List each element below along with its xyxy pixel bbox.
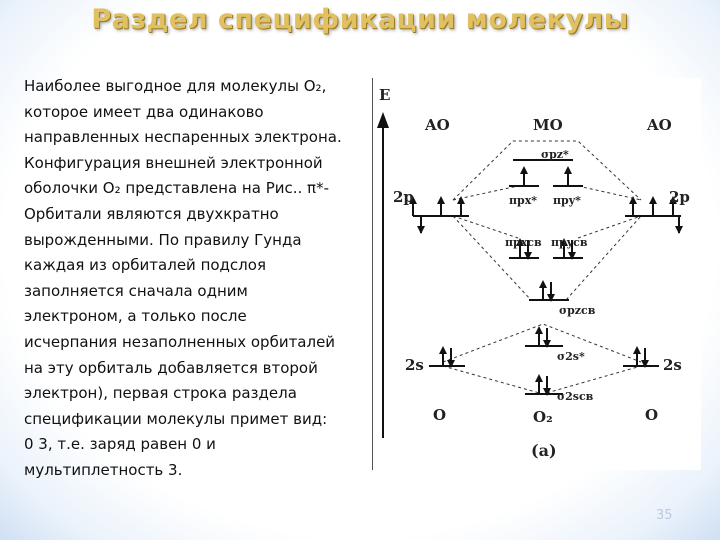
energy-label: E <box>379 86 391 104</box>
body-line: направленных неспаренных электрона. <box>24 128 342 147</box>
mo-diagram <box>372 78 701 470</box>
body-line: Наиболее выгодное для молекулы O₂, <box>24 77 327 95</box>
body-text <box>24 74 364 484</box>
body-line: спецификации молекулы примет вид: <box>24 409 328 428</box>
body-line: Орбитали являются двухкратно <box>24 204 279 223</box>
ao-right-label: AO <box>647 116 672 134</box>
sublevel-2p-right: 2p <box>669 188 690 206</box>
label-pi-py-star: πpy* <box>553 194 581 207</box>
body-line: электроном, а только после <box>24 307 247 326</box>
atom-left-label: O <box>433 406 447 424</box>
body-line: исчерпания незаполненных орбиталей <box>24 332 336 351</box>
body-line: Конфигурация внешней электронной <box>24 153 323 172</box>
sublevel-2s-left: 2s <box>405 356 424 374</box>
body-line: оболочки O₂ представлена на Рис.. π*- <box>24 179 329 198</box>
label-sigma-pz-star: σpz* <box>541 148 569 161</box>
label-sigma-2s-bond: σ2sсв <box>557 390 594 403</box>
molecule-label: O₂ <box>533 408 553 426</box>
ao-2s-left <box>429 346 465 368</box>
mo-pi-star <box>509 166 583 186</box>
ao-left-label: AO <box>425 116 450 134</box>
body-line: на эту орбиталь добавляется второй <box>24 358 318 377</box>
mo-diagram-svg <box>373 78 701 470</box>
body-line: 0 3, т.е. заряд равен 0 и <box>24 435 216 454</box>
label-sigma-pz-bond: σpzсв <box>559 304 596 317</box>
label-pi-px-star: πpx* <box>509 194 538 207</box>
diagram-caption: (a) <box>531 441 557 460</box>
label-pi-px-bond: πpxсв <box>505 236 542 249</box>
page-number: 35 <box>656 508 673 523</box>
body-line: каждая из орбиталей подслоя <box>24 256 266 275</box>
body-line: заполняется сначала одним <box>24 281 248 300</box>
body-line: которое имеет два одинаково <box>24 102 264 121</box>
slide-title: Раздел спецификации молекулы <box>91 4 629 35</box>
energy-axis-arrow <box>377 112 389 128</box>
body-line: вырожденными. По правилу Гунда <box>24 230 302 249</box>
label-pi-py-bond: πpyсв <box>551 236 588 249</box>
label-sigma-2s-star: σ2s* <box>557 350 585 363</box>
atom-right-label: O <box>645 406 659 424</box>
correlation-lines <box>443 141 641 394</box>
mo-label: MO <box>533 116 563 134</box>
body-line: электрон), первая строка раздела <box>24 384 297 403</box>
body-line: мультиплетность 3. <box>24 460 183 479</box>
mo-sigma-pz-bond <box>529 280 569 302</box>
sublevel-2s-right: 2s <box>663 356 682 374</box>
sublevel-2p-left: 2p <box>393 188 414 206</box>
ao-2p-left <box>409 196 469 234</box>
